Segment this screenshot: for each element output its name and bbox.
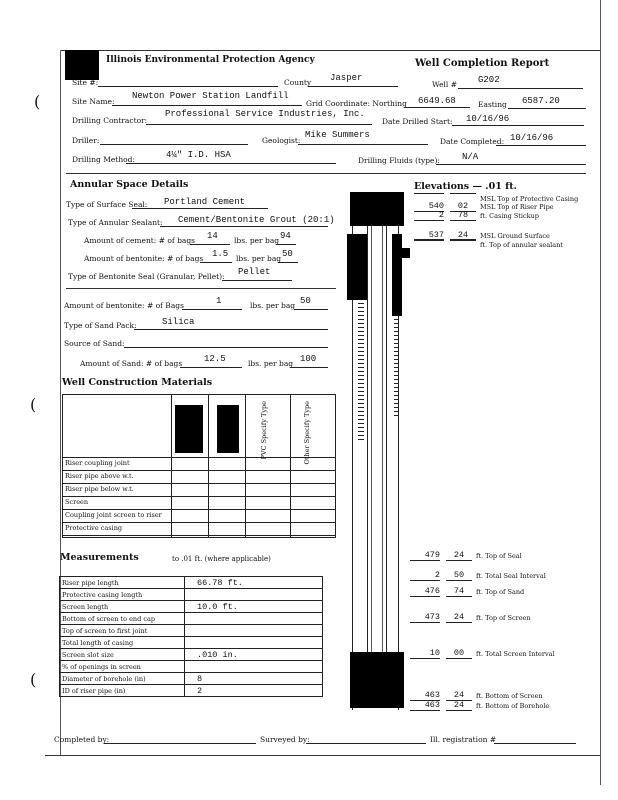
elevation-label: ft. Top of Screen [476,614,531,622]
measurement-row [60,625,323,637]
casing-left [347,234,367,300]
county-label: County [284,78,312,87]
sand-bags-line [180,367,242,368]
date-completed-value: 10/16/96 [510,133,554,143]
materials-table [62,394,336,538]
materials-row [63,496,335,510]
date-start-line [452,125,584,126]
riser-pipe-inner-right [382,226,383,656]
method-value: 4¼" I.D. HSA [166,150,231,160]
page-border-right [600,0,601,785]
well-line [458,88,583,89]
agency-title: Illinois Environmental Protection Agency [106,55,315,65]
bentonite-bags-value: 1.5 [212,249,229,259]
elevation-entry [414,210,604,222]
measurements-table [59,576,323,697]
elevation-label: MSL Top of Protective Casing [480,195,579,203]
measurement-row [60,613,323,625]
elevation-value-a: 2 [414,210,444,221]
elevation-entry [410,648,600,660]
elevation-value-a [414,193,444,194]
elevation-value-b: 78 [450,210,476,221]
materials-row-label: Riser pipe below w.t. [65,485,134,493]
page-border-top [60,50,600,51]
measurement-row [60,685,323,697]
sand-lbs-value: 100 [300,354,317,364]
site-number-line [98,86,278,87]
registration-label: Ill. registration # [430,735,497,744]
bentonite-lbs-line [278,262,298,263]
surface-seal-label: Type of Surface Seal: [66,200,148,209]
elevation-label: MSL Top of Riser Pipe [480,203,554,211]
measurement-row [60,601,323,613]
surveyed-by-line [306,743,426,744]
northing-value: 6649.68 [418,96,456,106]
elevation-value-b: 74 [446,586,472,597]
registration-line [494,743,576,744]
bentonite2-lbs-line [294,309,328,310]
completed-by-line [104,743,256,744]
elevation-value-a: 540 [414,201,444,212]
measurement-label: % of openings in screen [60,661,185,673]
measurements-heading: Measurements [60,552,139,563]
cement-bags-label: Amount of cement: # of bags [84,236,195,245]
cement-bags-line [190,244,230,245]
fluids-label: Drilling Fluids (type): [358,156,440,165]
elevation-value-a: 473 [410,612,440,623]
date-completed-label: Date Completed: [440,137,505,146]
contractor-label: Drilling Contractor: [72,116,148,125]
riser-pipe-inner-left [371,226,372,656]
seal-type-value: Pellet [238,267,271,277]
elevation-value-a: 10 [410,648,440,659]
elevation-label: ft. Total Screen Interval [476,650,555,658]
annular-heading: Annular Space Details [70,179,189,190]
elevation-value-a: 537 [414,230,444,241]
cement-lbs-label: lbs. per bag [234,236,280,245]
measurement-value [185,625,323,637]
casing-right [392,234,402,316]
materials-row [63,470,335,484]
bentonite-bags-line [200,262,232,263]
redaction-block [65,50,99,80]
measurement-label: Diameter of borehole (in) [60,673,185,685]
materials-row [63,483,335,497]
margin-mark-3: ( [30,670,37,689]
materials-redaction-2 [217,405,239,453]
measurement-label: Total length of casing [60,637,185,649]
date-completed-line [496,145,586,146]
elevation-value-b [450,193,476,194]
easting-value: 6587.20 [522,96,560,106]
seal-divider [66,288,336,289]
elevation-label: ft. Top of Sand [476,588,525,596]
margin-mark-1: ( [34,92,41,111]
sand-source-line [124,347,328,348]
sealant-value: Cement/Bentonite Grout (20:1) [178,215,335,225]
other-header: Other Specify Type [303,401,311,465]
sand-source-label: Source of Sand: [64,339,125,348]
sand-pack-value: Silica [162,317,195,327]
elevation-value-a [414,239,444,240]
materials-heading: Well Construction Materials [62,377,213,388]
elevation-label: ft. Casing Stickup [480,212,539,220]
bentonite2-lbs-label: lbs. per bag [250,301,296,310]
elevation-value-b: 24 [446,550,472,561]
site-name-label: Site Name: [72,97,115,106]
elevation-label: ft. Bottom of Screen [476,692,543,700]
completed-by-label: Completed by: [54,735,110,744]
elevation-entry [410,612,600,624]
elevation-value-b [450,239,476,240]
surface-seal-line [132,208,268,209]
casing-flange [392,248,410,258]
measurement-row [60,637,323,649]
measurement-row [60,649,323,661]
measurement-value [185,661,323,673]
measurement-value: 66.78 ft. [185,577,323,589]
elevation-label: ft. Total Seal Interval [476,572,546,580]
site-name-value: Newton Power Station Landfill [132,91,289,101]
measurement-row [60,661,323,673]
measurement-label: Bottom of screen to end cap [60,613,185,625]
elevation-value-a: 2 [410,570,440,581]
materials-row-label: Coupling joint screen to riser [65,511,162,519]
easting-line [508,108,586,109]
easting-label: Easting [478,100,507,109]
protective-casing-top [350,192,404,226]
elevation-value-b: 24 [446,612,472,623]
sealant-line [160,226,328,227]
elevation-value-a: 479 [410,550,440,561]
geologist-line [298,144,428,145]
bentonite2-bags-line [182,309,242,310]
elevation-entry [410,586,600,598]
seal-type-line [222,280,292,281]
grid-label: Grid Coordinate: Northing [306,99,407,108]
northing-line [404,107,470,108]
well-label: Well # [432,80,458,89]
elevation-label: MSL Ground Surface [480,232,550,240]
driller-line [100,144,248,145]
bentonite2-label: Amount of bentonite: # of Bags [64,301,184,310]
bentonite-lbs-label: lbs. per bag [236,254,282,263]
fluids-value: N/A [462,152,479,162]
seal-hatch [358,300,364,440]
fluids-line [436,164,586,165]
elevation-label: ft. Top of annular sealant [480,241,563,249]
riser-pipe-left [367,226,368,656]
surveyed-by-label: Surveyed by: [260,735,310,744]
elevation-value-b: 00 [446,648,472,659]
sealant-label: Type of Annular Sealant: [68,218,163,227]
elevation-label: ft. Bottom of Borehole [476,702,550,710]
measurements-note: to .01 ft. (where applicable) [172,555,271,563]
elevation-label: ft. Top of Seal [476,552,522,560]
sand-bags-value: 12.5 [204,354,226,364]
county-line [308,86,398,87]
materials-row-label: Protective casing [65,524,123,532]
contractor-value: Professional Service Industries, Inc. [165,109,365,119]
pvc-header: PVC Specify Type [260,401,268,460]
bentonite-bags-label: Amount of bentonite: # of bags [84,254,204,263]
measurement-value [185,589,323,601]
borehole-bottom [350,652,404,708]
elevation-entry [414,239,604,251]
materials-row [63,509,335,523]
riser-pipe-right [386,226,387,656]
geologist-value: Mike Summers [305,130,370,140]
measurement-row [60,577,323,589]
measurement-label: Screen length [60,601,185,613]
site-number-label: Site #: [72,78,99,87]
materials-row-label: Riser pipe above w.t. [65,472,134,480]
elevation-entry [410,570,600,582]
measurement-label: Screen slot size [60,649,185,661]
elevation-value-b: 50 [446,570,472,581]
materials-row-label: Screen [65,498,89,506]
elevations-heading: Elevations — .01 ft. [414,181,517,192]
seal-type-label: Type of Bentonite Seal (Granular, Pellet): [68,272,225,281]
elevation-value-a: 476 [410,586,440,597]
materials-row-label: Riser coupling joint [65,459,130,467]
surface-seal-value: Portland Cement [164,197,246,207]
measurement-value: .010 in. [185,649,323,661]
well-diagram [340,190,410,710]
materials-row [63,457,335,471]
header-divider [66,173,586,174]
sand-lbs-line [290,367,328,368]
measurement-label: Protective casing length [60,589,185,601]
materials-redaction-1 [175,405,203,453]
measurement-value [185,637,323,649]
method-line [126,163,336,164]
margin-mark-2: ( [30,395,37,414]
sand-pack-label: Type of Sand Pack: [64,321,137,330]
county-value: Jasper [330,73,363,83]
seal-hatch-right [394,316,398,416]
elevation-entry [410,550,600,562]
bentonite-lbs-value: 50 [282,249,293,259]
elevation-value-b: 02 [450,201,476,212]
sand-lbs-label: lbs. per bag [248,359,294,368]
elevation-value-a: 463 [410,690,440,701]
elevation-value-a: 463 [410,700,440,711]
method-label: Drilling Method: [72,155,136,164]
sand-pack-line [134,329,328,330]
measurement-value: 8 [185,673,323,685]
materials-row [63,522,335,536]
measurement-label: Top of screen to first joint [60,625,185,637]
bentonite2-bags-value: 1 [216,296,222,306]
report-title: Well Completion Report [415,58,550,69]
driller-label: Driller: [72,136,100,145]
well-value: G202 [478,75,500,85]
bentonite2-lbs-value: 50 [300,296,311,306]
contractor-line [146,124,372,125]
elevation-entry [410,700,600,712]
elevation-value-b: 24 [446,690,472,701]
measurement-label: ID of riser pipe (in) [60,685,185,697]
cement-bags-value: 14 [207,231,218,241]
measurement-value: 10.0 ft. [185,601,323,613]
elevation-value-b: 24 [446,700,472,711]
measurement-value: 2 [185,685,323,697]
date-start-value: 10/16/96 [466,114,510,124]
measurement-label: Riser pipe length [60,577,185,589]
sand-bags-label: Amount of Sand: # of bags [80,359,183,368]
elevation-value-b: 24 [450,230,476,241]
measurement-row [60,673,323,685]
page-border-bottom [45,755,600,756]
site-name-line [112,105,302,106]
measurement-value [185,613,323,625]
measurement-row [60,589,323,601]
cement-lbs-line [276,244,296,245]
geologist-label: Geologist: [262,136,301,145]
date-start-label: Date Drilled Start: [382,117,453,126]
cement-lbs-value: 94 [280,231,291,241]
